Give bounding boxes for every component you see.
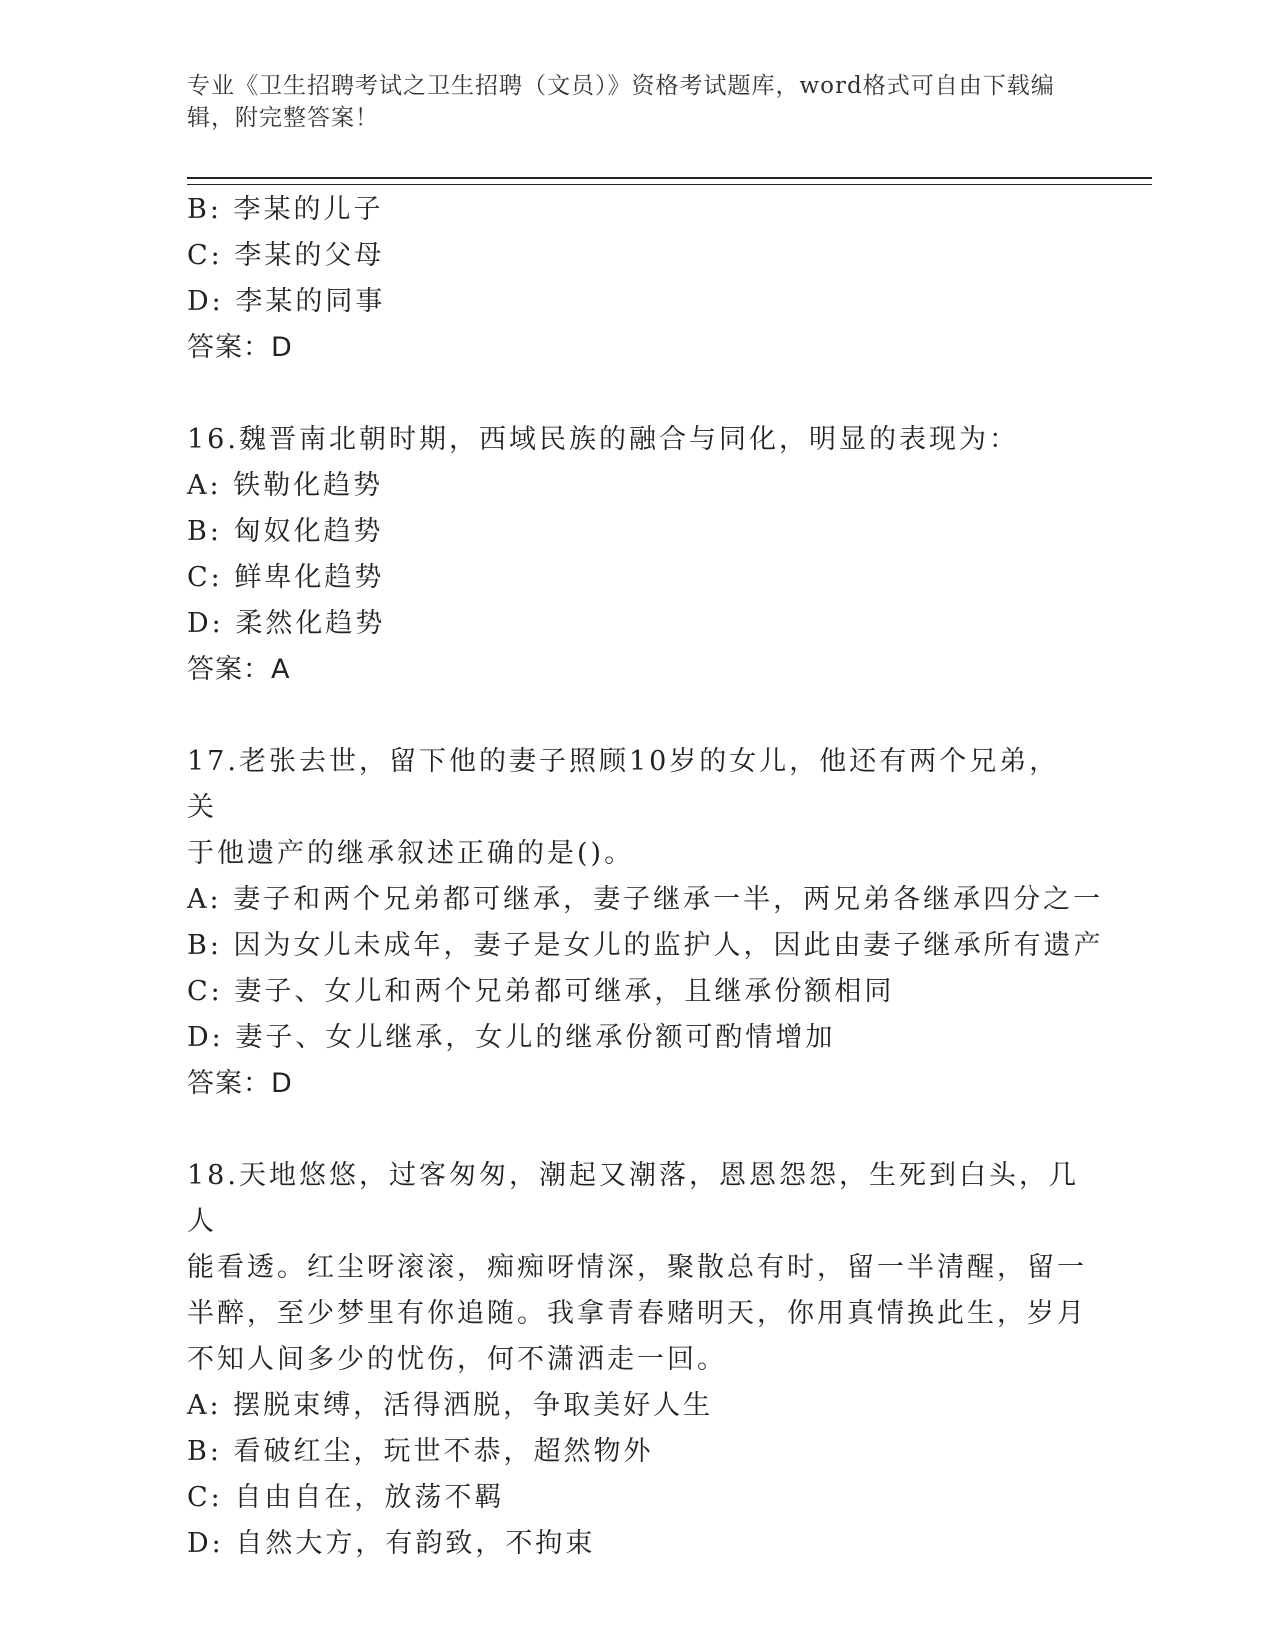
question-stem: 16.魏晋南北朝时期，西域民族的融合与同化，明显的表现为： xyxy=(187,424,1019,455)
spacer xyxy=(187,693,1087,739)
question-stem-line: 不知人间多少的忧伤，何不潇洒走一回。 xyxy=(187,1344,727,1375)
answer: 答案：D xyxy=(187,1068,293,1099)
question-stem-line: 18.天地悠悠，过客匆匆，潮起又潮落，恩恩怨怨，生死到白头，几人 xyxy=(187,1160,1079,1237)
option-a: A: 铁勒化趋势 xyxy=(187,470,384,501)
option-c: C: 李某的父母 xyxy=(187,240,385,271)
option-c: C: 妻子、女儿和两个兄弟都可继承，且继承份额相同 xyxy=(187,976,895,1007)
spacer xyxy=(187,1107,1087,1153)
option-a: A: 妻子和两个兄弟都可继承，妻子继承一半，两兄弟各继承四分之一 xyxy=(187,884,1104,915)
question-stem-line: 半醉，至少梦里有你追随。我拿青春赌明天，你用真情换此生，岁月 xyxy=(187,1298,1087,1329)
question-stem-line: 于他遗产的继承叙述正确的是()。 xyxy=(187,838,635,869)
option-d: D: 李某的同事 xyxy=(187,286,386,317)
option-b: B: 因为女儿未成年，妻子是女儿的监护人，因此由妻子继承所有遗产 xyxy=(187,930,1104,961)
question-17 xyxy=(187,739,1104,1107)
option-b: B: 看破红尘，玩世不恭，超然物外 xyxy=(187,1436,654,1467)
question-18 xyxy=(187,1153,1087,1567)
answer: 答案：A xyxy=(187,654,291,685)
header-title: 专业《卫生招聘考试之卫生招聘（文员）》资格考试题库，word格式可自由下载编辑，附完整答案！ xyxy=(187,73,1055,131)
header-divider xyxy=(187,177,1152,185)
answer: 答案：D xyxy=(187,332,293,363)
question-stem-line: 能看透。红尘呀滚滚，痴痴呀情深，聚散总有时，留一半清醒，留一 xyxy=(187,1252,1087,1283)
option-d: D: 柔然化趋势 xyxy=(187,608,386,639)
question-16 xyxy=(187,417,1087,693)
option-c: C: 鲜卑化趋势 xyxy=(187,562,385,593)
question-15 xyxy=(187,187,1087,371)
option-b: B: 李某的儿子 xyxy=(187,194,384,225)
document-header xyxy=(187,70,1067,134)
spacer xyxy=(187,371,1087,417)
question-stem-line: 17.老张去世，留下他的妻子照顾10岁的女儿，他还有两个兄弟，关 xyxy=(187,746,1060,823)
option-d: D: 妻子、女儿继承，女儿的继承份额可酌情增加 xyxy=(187,1022,836,1053)
option-a: A: 摆脱束缚，活得洒脱，争取美好人生 xyxy=(187,1390,714,1421)
document-body xyxy=(187,187,1104,1567)
option-c: C: 自由自在，放荡不羁 xyxy=(187,1482,505,1513)
option-b: B: 匈奴化趋势 xyxy=(187,516,384,547)
option-d: D: 自然大方，有韵致，不拘束 xyxy=(187,1528,596,1559)
